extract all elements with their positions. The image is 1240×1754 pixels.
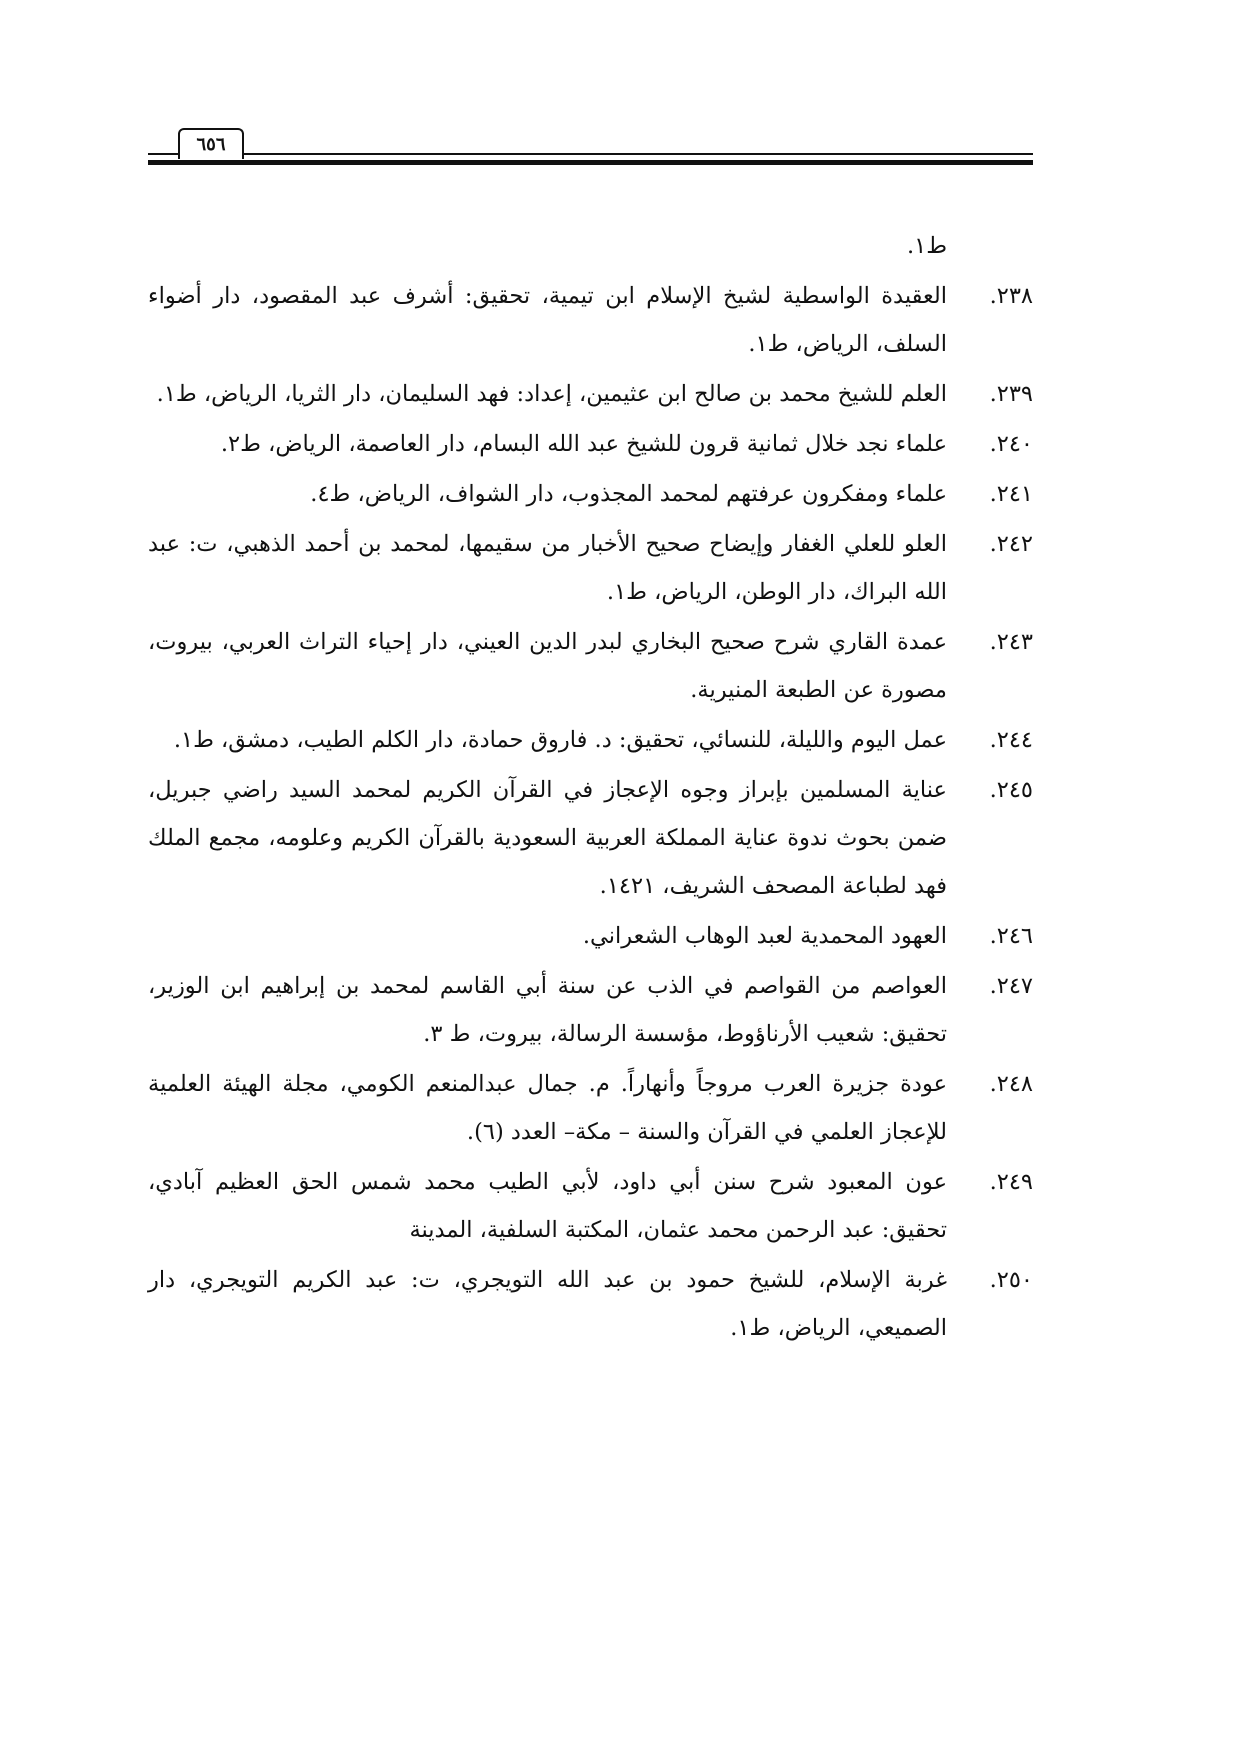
entry-text: العقيدة الواسطية لشيخ الإسلام ابن تيمية، تحقيق: أشرف عبد المقصود، دار أضواء السلف، الرياض، ط١.: [148, 283, 947, 357]
bibliography-entry: [148, 470, 1033, 518]
entry-number: ٢٤٥.: [989, 777, 1033, 803]
entry-text: العلو للعلي الغفار وإيضاح صحيح الأخبار من سقيمها، لمحمد بن أحمد الذهبي، ت: عبد الله البراك، دار الوطن، الرياض، ط١.: [148, 531, 947, 605]
bibliography-entry: [148, 272, 1033, 368]
bibliography-entry: [148, 1256, 1033, 1352]
bibliography-entry: [148, 766, 1033, 910]
entry-number: ٢٤٤.: [989, 727, 1033, 753]
entry-number: ٢٤٦.: [989, 923, 1033, 949]
bibliography-entry: [148, 1060, 1033, 1156]
bibliography-entry: [148, 716, 1033, 764]
bibliography-entry: [148, 420, 1033, 468]
entry-text: العهود المحمدية لعبد الوهاب الشعراني.: [582, 923, 947, 949]
continued-entry-tail: ط١.: [906, 233, 947, 259]
bibliography-entry: [148, 520, 1033, 616]
entry-text: عمدة القاري شرح صحيح البخاري لبدر الدين العيني، دار إحياء التراث العربي، بيروت، مصورة عن الطبعة المنيرية.: [148, 629, 947, 703]
bibliography-entry: [148, 1158, 1033, 1254]
entry-text: عمل اليوم والليلة، للنسائي، تحقيق: د. فاروق حمادة، دار الكلم الطيب، دمشق، ط١.: [173, 727, 947, 753]
entry-text: عودة جزيرة العرب مروجاً وأنهاراً. م. جمال عبدالمنعم الكومي، مجلة الهيئة العلمية للإعجاز العلمي في القرآن والسنة – مكة– العدد (٦).: [148, 1071, 947, 1145]
entry-number: ٢٤١.: [989, 481, 1033, 507]
bibliography-entry: [148, 912, 1033, 960]
entry-text: علماء نجد خلال ثمانية قرون للشيخ عبد الله البسام، دار العاصمة، الرياض، ط٢.: [220, 431, 947, 457]
entry-number: ٢٤٨.: [989, 1071, 1033, 1097]
page-header: [0, 0, 1240, 200]
entry-number: ٢٤٢.: [989, 531, 1033, 557]
entry-number: ٢٤٩.: [989, 1169, 1033, 1195]
header-rule-thick: [148, 160, 1033, 165]
bibliography-entry: [148, 962, 1033, 1058]
entry-number: ٢٤٧.: [989, 973, 1033, 999]
entry-text: عون المعبود شرح سنن أبي داود، لأبي الطيب محمد شمس الحق العظيم آبادي، تحقيق: عبد الرحمن محمد عثمان، المكتبة السلفية، المدينة: [148, 1169, 947, 1243]
entry-number: ٢٤٠.: [989, 431, 1033, 457]
entry-number: ٢٤٣.: [989, 629, 1033, 655]
bibliography-page: [148, 222, 1033, 1354]
entry-text: العلم للشيخ محمد بن صالح ابن عثيمين، إعداد: فهد السليمان، دار الثريا، الرياض، ط١.: [156, 381, 947, 407]
bibliography-entry: [148, 618, 1033, 714]
entry-number: ٢٣٨.: [989, 283, 1033, 309]
entry-text: العواصم من القواصم في الذب عن سنة أبي القاسم لمحمد بن إبراهيم ابن الوزير، تحقيق: شعيب الأرناؤوط، مؤسسة الرسالة، بيروت، ط ٣.: [148, 973, 947, 1047]
entry-number: ٢٣٩.: [989, 381, 1033, 407]
entry-text: علماء ومفكرون عرفتهم لمحمد المجذوب، دار الشواف، الرياض، ط٤.: [310, 481, 947, 507]
page-number: ٦٥٦: [178, 128, 244, 159]
entry-text: غربة الإسلام، للشيخ حمود بن عبد الله التويجري، ت: عبد الكريم التويجري، دار الصميعي، الرياض، ط١.: [148, 1267, 947, 1341]
entry-text: عناية المسلمين بإبراز وجوه الإعجاز في القرآن الكريم لمحمد السيد راضي جبريل، ضمن بحوث ندوة عناية المملكة العربية السعودية بالقرآن الكريم وعلومه، مجمع الملك فهد لطباعة المصحف الشريف، ١٤٢١.: [148, 777, 947, 899]
header-rule-thin: [148, 153, 1033, 155]
bibliography-entry: [148, 370, 1033, 418]
bibliography-list: [148, 272, 1033, 1352]
entry-number: ٢٥٠.: [989, 1267, 1033, 1293]
